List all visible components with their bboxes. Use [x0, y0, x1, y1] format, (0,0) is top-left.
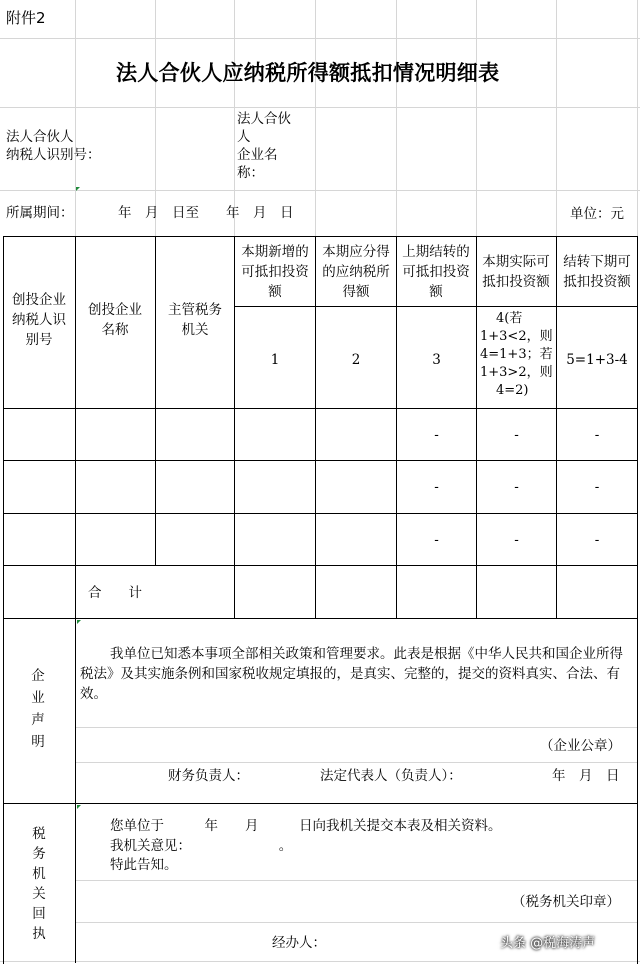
receipt-line3: 特此告知。 [110, 857, 178, 873]
code-4-line3: 4=1+3；若 [480, 347, 553, 362]
header-new-deductible: 本期新增的可抵扣投资额 [241, 244, 309, 300]
partner-id-label-line2: 纳税人识别号： [6, 147, 101, 163]
cell-marker [76, 187, 80, 191]
tax-receipt-label: 税务机关回执 [32, 826, 46, 942]
row3-carried-in: - [434, 532, 439, 548]
page-title: 法人合伙人应纳税所得额抵扣情况明细表 [116, 61, 500, 85]
header-venture-name: 创投企业名称 [88, 302, 142, 338]
code-4-line4: 1+3>2，则 [480, 365, 553, 380]
cell-marker [77, 620, 81, 624]
row3-actual: - [514, 532, 519, 548]
watermark: 头条 @税海涛声 [500, 936, 596, 951]
code-2: 2 [351, 352, 361, 368]
row1-actual: - [514, 427, 519, 443]
declaration-label: 企业声明 [31, 668, 45, 750]
finance-head-label: 财务负责人： [168, 768, 249, 784]
enterprise-name-line3: 企业名 [237, 147, 278, 163]
enterprise-name-line4: 称： [237, 165, 264, 181]
header-actual-deductible: 本期实际可抵扣投资额 [482, 254, 550, 290]
row2-actual: - [514, 479, 519, 495]
code-3: 3 [432, 352, 441, 368]
handler-label: 经办人： [272, 935, 326, 951]
legal-rep-label: 法定代表人（负责人）： [320, 768, 462, 784]
declaration-date: 年 月 日 [552, 768, 620, 784]
row1-carried-in: - [434, 427, 439, 443]
code-4-line2: 1+3<2，则 [480, 329, 553, 344]
total-label: 合 计 [88, 585, 142, 601]
row3-forward: - [594, 532, 600, 548]
enterprise-name-line1: 法人合伙 [237, 111, 291, 127]
receipt-line1: 您单位于 年 月 日向我机关提交本表及相关资料。 [110, 818, 502, 834]
header-carried-forward: 结转下期可抵扣投资额 [563, 254, 631, 290]
header-carried-in: 上期结转的可抵扣投资额 [402, 244, 470, 300]
tax-authority-seal: （税务机关印章） [512, 894, 620, 910]
period-label: 所属期间： [6, 205, 74, 221]
code-1: 1 [270, 352, 280, 368]
code-4-line1: 4(若 [496, 311, 523, 326]
header-taxable-income: 本期应分得的应纳税所得额 [322, 244, 390, 300]
row1-forward: - [594, 427, 600, 443]
declaration-text: 我单位已知悉本事项全部相关政策和管理要求。此表是根据《中华人民共和国企业所得税法》及其实施条例和国家税收规定填报的，是真实、完整的，提交的资料真实、合法、有效。 [80, 646, 623, 702]
code-5: 5=1+3-4 [566, 352, 628, 368]
row2-forward: - [594, 479, 600, 495]
period-date: 年 月 日至 年 月 日 [118, 205, 294, 221]
attachment-label: 附件2 [6, 9, 46, 27]
receipt-line2: 我机关意见： 。 [110, 838, 293, 854]
row2-carried-in: - [434, 479, 439, 495]
partner-id-label-line1: 法人合伙人 [6, 129, 74, 145]
header-tax-authority: 主管税务机关 [168, 302, 222, 338]
code-4-line5: 4=2) [496, 383, 529, 398]
cell-marker [77, 805, 81, 809]
enterprise-name-line2: 人 [237, 129, 251, 145]
header-venture-taxpayer-id: 创投企业纳税人识别号 [12, 292, 66, 348]
unit-label: 单位：元 [570, 206, 624, 222]
enterprise-seal: （企业公章） [540, 738, 621, 754]
